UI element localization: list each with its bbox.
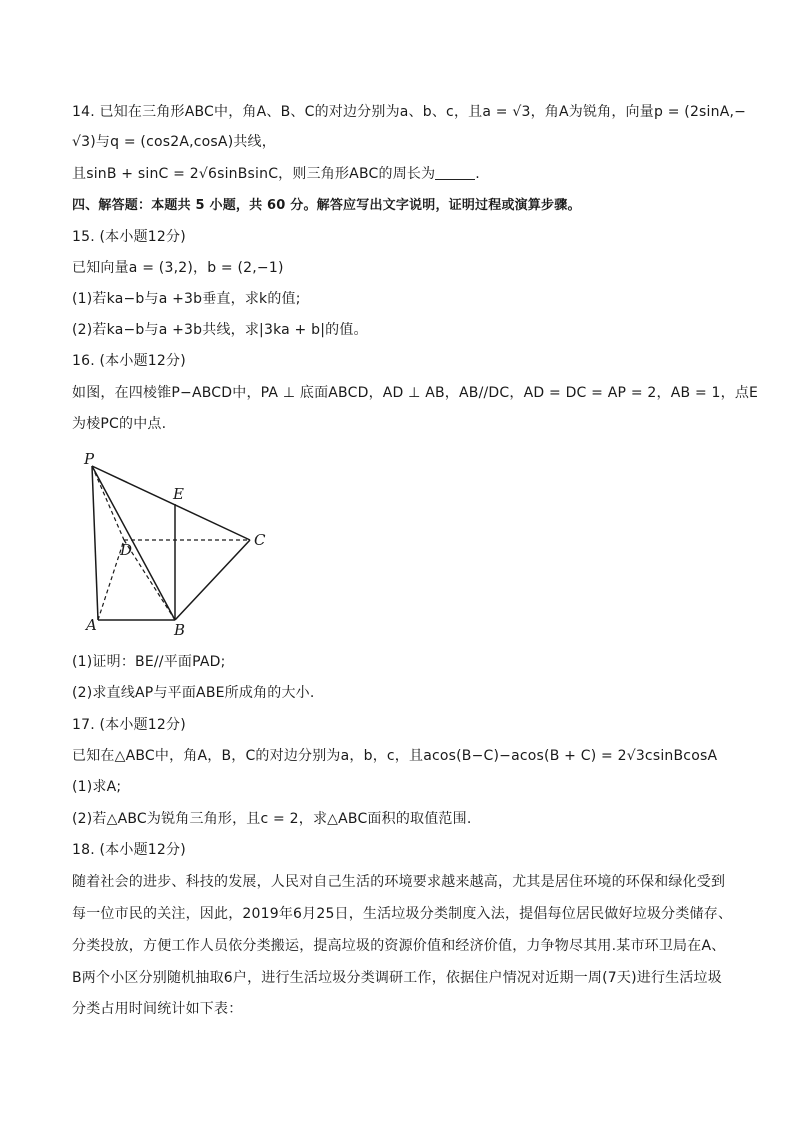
label-e: E — [173, 485, 184, 503]
q16-stem-1: 如图，在四棱锥P−ABCD中，PA ⊥ 底面ABCD，AD ⊥ AB，AB//DC，AD = DC = AP = 2，AB = 1，点E — [72, 385, 759, 401]
q14-line-3-text: 且sinB + sinC = 2√6sinBsinC，则三角形ABC的周长为 — [72, 166, 436, 182]
label-d: D — [120, 541, 133, 559]
label-c: C — [254, 531, 266, 549]
q15-part-2: (2)若ka−b与a +3b共线，求|3ka + b|的值。 — [72, 322, 368, 338]
q16-stem-2: 为棱PC的中点. — [72, 416, 167, 432]
q14-line-2: √3)与q = (cos2A,cosA)共线， — [72, 134, 276, 150]
q17-part-1: (1)求A; — [72, 779, 122, 795]
q16-part-1: (1)证明：BE//平面PAD; — [72, 654, 226, 670]
q16-part-2: (2)求直线AP与平面ABE所成角的大小. — [72, 685, 315, 701]
q18-line-2: 每一位市民的关注，因此，2019年6月25日，生活垃圾分类制度入法，提倡每位居民做好垃圾分类储存、 — [72, 906, 733, 922]
q16-header: 16. (本小题12分) — [72, 353, 186, 369]
q17-part-2: (2)若△ABC为锐角三角形，且c = 2，求△ABC面积的取值范围. — [72, 811, 472, 827]
q14-line-3-end: . — [475, 166, 480, 182]
q17-stem: 已知在△ABC中，角A，B，C的对边分别为a，b，c，且acos(B−C)−acos(B + C) = 2√3csinBcosA — [72, 748, 718, 764]
q18-line-4: B两个小区分别随机抽取6户，进行生活垃圾分类调研工作，依据住户情况对近期一周(7天)进行生活垃圾 — [72, 970, 722, 986]
label-a: A — [86, 616, 97, 634]
q18-line-5: 分类占用时间统计如下表： — [72, 1001, 243, 1017]
q15-header: 15. (本小题12分) — [72, 229, 186, 245]
q14-line-1: 14. 已知在三角形ABC中，角A、B、C的对边分别为a、b、c，且a = √3，角A为锐角，向量p = (2sinA,− — [72, 104, 747, 120]
pyramid-figure — [78, 446, 288, 642]
label-b: B — [174, 621, 186, 639]
edge-pd — [92, 466, 124, 540]
edge-bc — [175, 540, 250, 620]
label-p: P — [84, 450, 95, 468]
q18-header: 18. (本小题12分) — [72, 842, 186, 858]
q15-stem: 已知向量a = (3,2)，b = (2,−1) — [72, 260, 284, 276]
q18-line-3: 分类投放，方便工作人员依分类搬运，提高垃圾的资源价值和经济价值，力争物尽其用.某市环卫局在A、 — [72, 938, 726, 954]
q15-part-1: (1)若ka−b与a +3b垂直，求k的值; — [72, 291, 301, 307]
edge-pc — [92, 466, 250, 540]
q14-line-3 — [72, 163, 724, 185]
q18-line-1: 随着社会的进步、科技的发展，人民对自己生活的环境要求越来越高，尤其是居住环境的环保和绿化受到 — [72, 874, 726, 890]
section-4-heading: 四、解答题：本题共 5 小题，共 60 分。解答应写出文字说明，证明过程或演算步骤。 — [72, 198, 581, 213]
edge-pb — [92, 466, 175, 620]
edge-pa — [92, 466, 98, 620]
answer-blank — [435, 165, 475, 180]
q17-header: 17. (本小题12分) — [72, 717, 186, 733]
